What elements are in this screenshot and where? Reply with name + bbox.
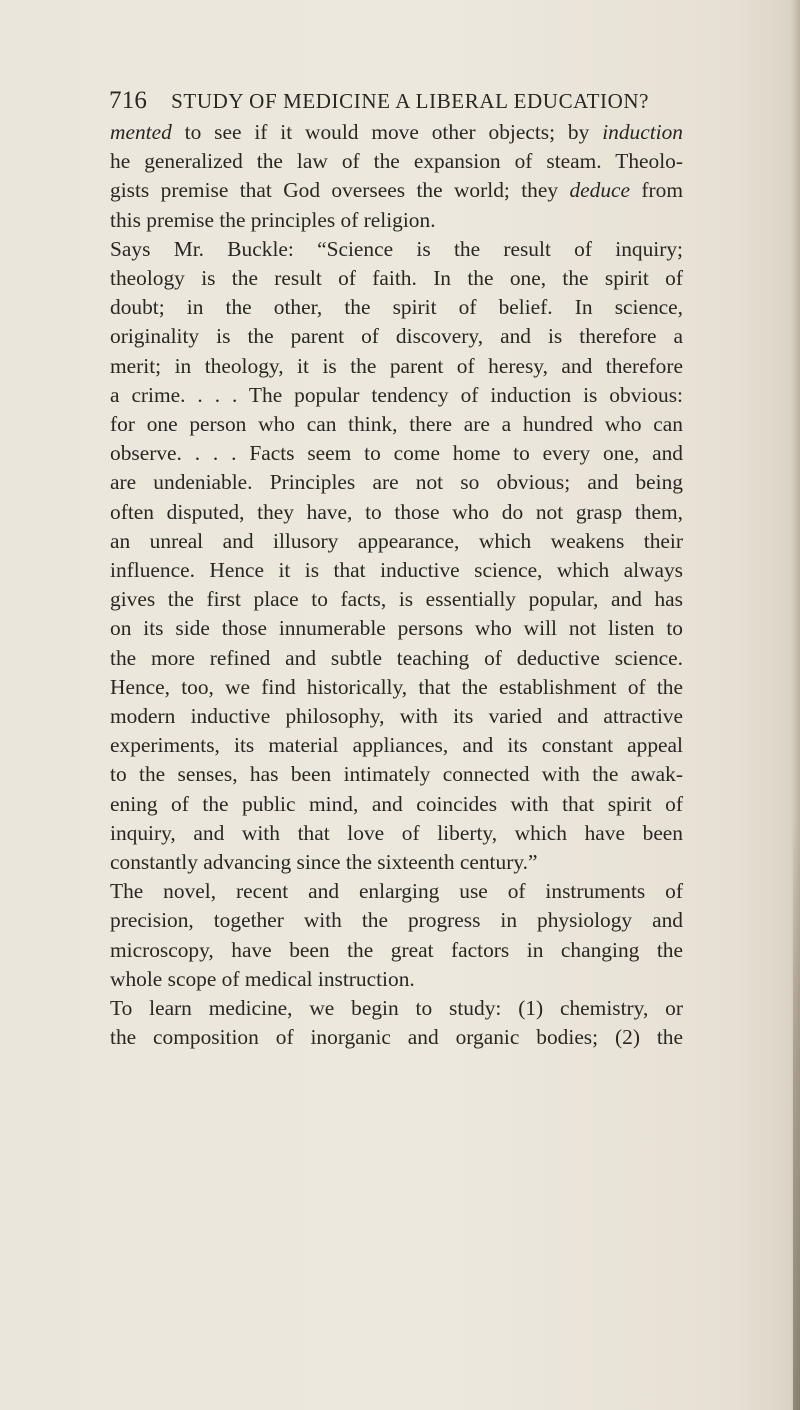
text-line: this premise the principles of religion.	[110, 207, 436, 232]
body-text	[110, 118, 683, 1053]
text-line: precision, together with the progress in physiology and	[110, 908, 683, 933]
text-line: originality is the parent of discovery, and is therefore a	[110, 324, 683, 349]
text-line: merit; in theology, it is the parent of heresy, and therefore	[110, 353, 683, 378]
text-line: doubt; in the other, the spirit of belief. In science,	[110, 295, 683, 320]
text-line: To learn medicine, we begin to study: (1) chemistry, or	[110, 996, 683, 1021]
text-line: the more refined and subtle teaching of deductive science.	[110, 645, 683, 670]
text-line: The novel, recent and enlarging use of instruments of	[110, 879, 683, 904]
text-line: are undeniable. Principles are not so obvious; and being	[110, 470, 683, 495]
text-line: often disputed, they have, to those who do not grasp them,	[110, 499, 683, 524]
text-line: inquiry, and with that love of liberty, which have been	[110, 820, 683, 845]
text-line: constantly advancing since the sixteenth century.”	[110, 850, 538, 875]
text-line: an unreal and illusory appearance, which weakens their	[110, 528, 683, 553]
text-line: Says Mr. Buckle: “Science is the result of inquiry;	[110, 236, 683, 261]
text-line: modern inductive philosophy, with its varied and attractive	[110, 704, 683, 729]
text-line: mented to see if it would move other objects; by induction	[110, 120, 683, 144]
page-number: 716	[109, 87, 148, 114]
text-line: on its side those innumerable persons who will not listen to	[110, 616, 683, 641]
text-line: ening of the public mind, and coincides with that spirit of	[110, 791, 683, 816]
page-header	[109, 87, 683, 115]
text-line: experiments, its material appliances, and its constant appeal	[110, 733, 683, 758]
running-head: STUDY OF MEDICINE A LIBERAL EDUCATION?	[171, 89, 650, 113]
text-line: observe. . . . Facts seem to come home to every one, and	[110, 441, 683, 466]
text-line: whole scope of medical instruction.	[110, 966, 415, 991]
page-edge-darkening	[793, 820, 800, 1410]
text-line: the composition of inorganic and organic bodies; (2) the	[110, 1025, 683, 1050]
text-line: Hence, too, we find historically, that the establishment of the	[110, 674, 683, 699]
text-line: gists premise that God oversees the world; they deduce from	[110, 178, 684, 203]
text-line: he generalized the law of the expansion of steam. Theolo-	[110, 149, 683, 174]
text-line: a crime. . . . The popular tendency of induction is obvious:	[110, 382, 683, 407]
text-line: to the senses, has been intimately connected with the awak-	[110, 762, 683, 787]
text-line: influence. Hence it is that inductive science, which always	[110, 558, 683, 583]
text-line: microscopy, have been the great factors in changing the	[110, 937, 683, 962]
text-line: theology is the result of faith. In the one, the spirit of	[110, 266, 683, 291]
text-line: for one person who can think, there are a hundred who can	[110, 412, 683, 437]
text-line: gives the first place to facts, is essentially popular, and has	[110, 587, 683, 612]
